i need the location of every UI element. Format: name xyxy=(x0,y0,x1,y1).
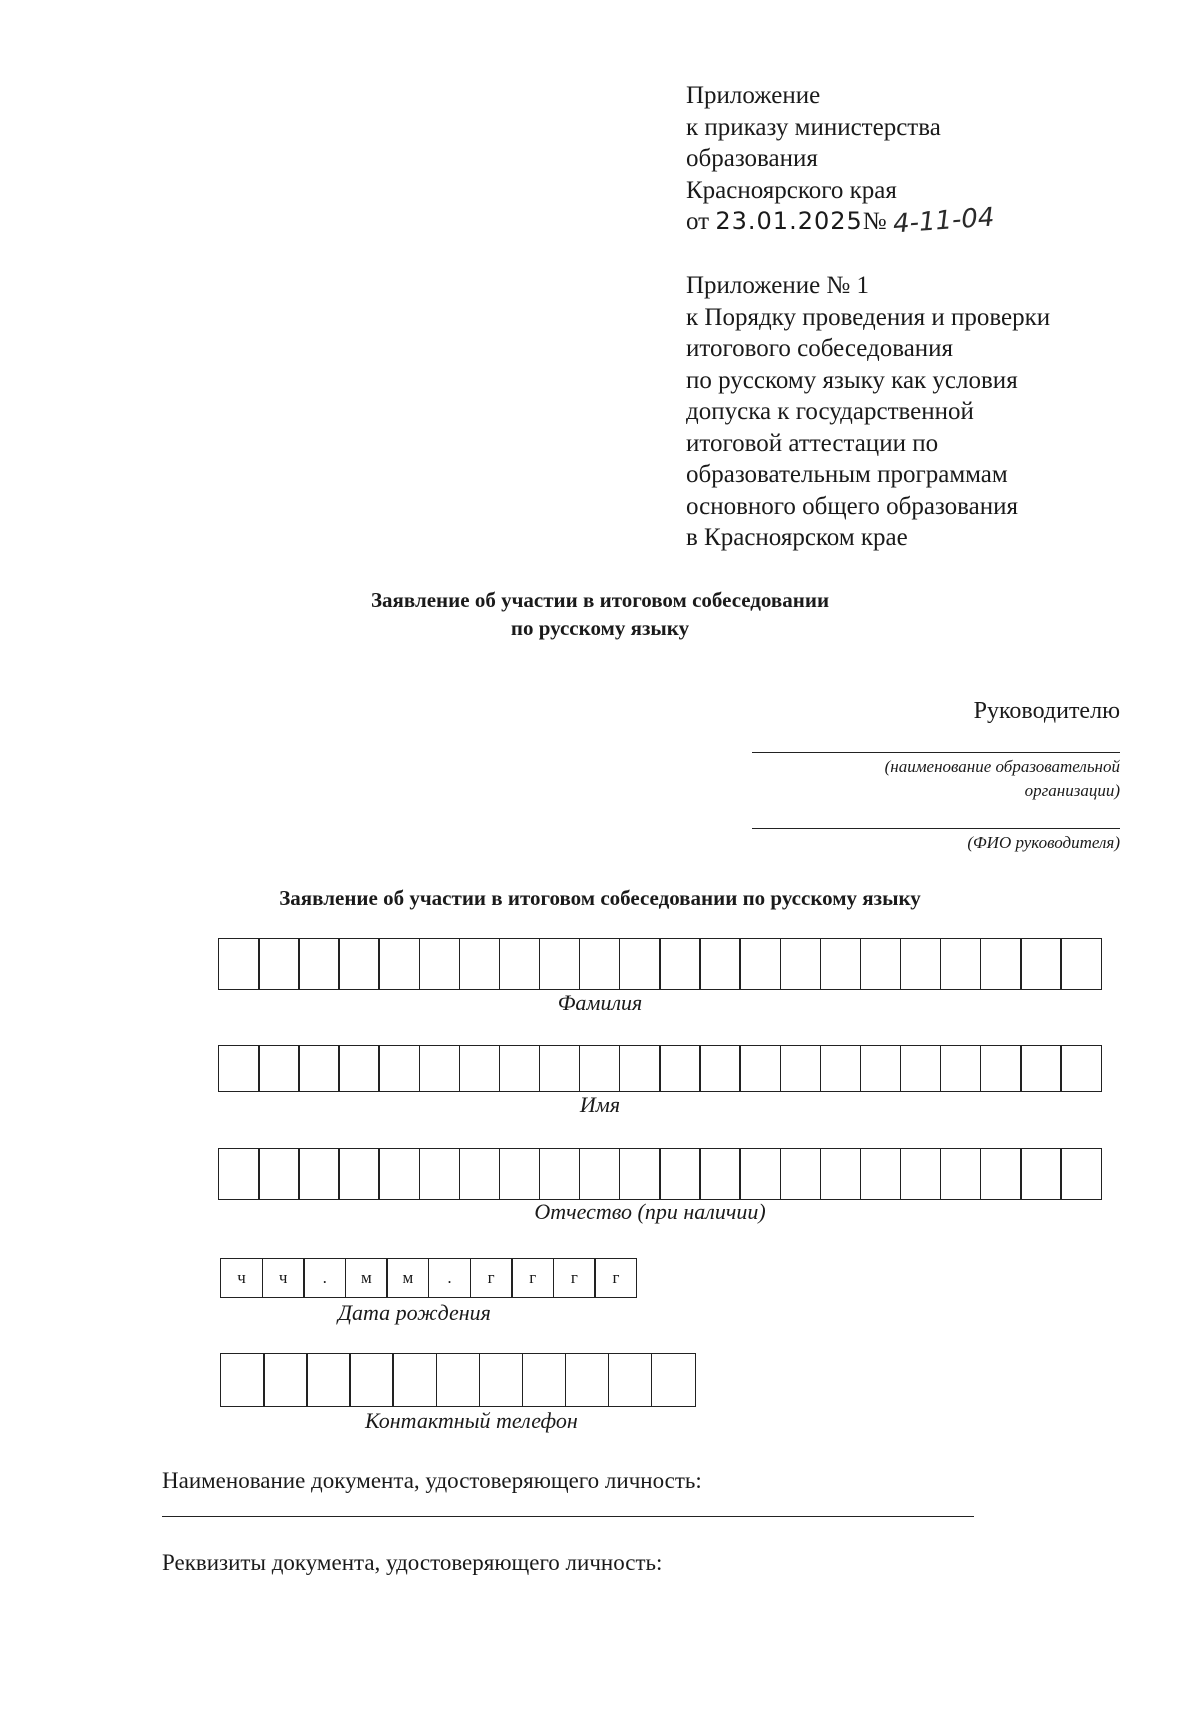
order-date: 23.01.2025 xyxy=(715,207,863,235)
name-cell[interactable] xyxy=(900,1045,942,1092)
phone-label: Контактный телефон xyxy=(365,1408,578,1433)
surname-label: Фамилия xyxy=(557,990,643,1015)
name-cell[interactable] xyxy=(419,1045,461,1092)
name-cell[interactable] xyxy=(579,1045,621,1092)
patronymic-cell[interactable] xyxy=(499,1148,541,1200)
name-cell[interactable] xyxy=(1060,1045,1102,1092)
surname-cell[interactable] xyxy=(459,938,501,990)
appendix-block xyxy=(686,270,1050,554)
phone-cell[interactable] xyxy=(565,1353,610,1407)
patronymic-cell[interactable] xyxy=(699,1148,741,1200)
patronymic-cell[interactable] xyxy=(860,1148,902,1200)
form-title: Заявление об участии в итоговом собеседовании по русскому языку xyxy=(279,886,921,910)
appendix-line: в Красноярском крае xyxy=(686,524,908,551)
org-hint-line1: (наименование образовательной xyxy=(884,757,1120,776)
patronymic-cell[interactable] xyxy=(258,1148,300,1200)
surname-cell[interactable] xyxy=(539,938,581,990)
surname-cell[interactable] xyxy=(659,938,701,990)
appendix-line: по русскому языку как условия xyxy=(686,366,1018,394)
surname-cell[interactable] xyxy=(499,938,541,990)
org-hint-line2: организации) xyxy=(1024,781,1120,800)
name-cell[interactable] xyxy=(258,1045,300,1092)
surname-cell[interactable] xyxy=(378,938,420,990)
birthdate-cell[interactable]: г xyxy=(594,1258,637,1298)
birthdate-cells[interactable] xyxy=(220,1258,637,1298)
name-cell[interactable] xyxy=(499,1045,541,1092)
patronymic-cell[interactable] xyxy=(1020,1148,1062,1200)
order-number: 4-11-04 xyxy=(891,202,996,240)
phone-cell[interactable] xyxy=(306,1353,351,1407)
surname-cell[interactable] xyxy=(739,938,781,990)
phone-cell[interactable] xyxy=(608,1353,653,1407)
name-cell[interactable] xyxy=(298,1045,340,1092)
surname-cell[interactable] xyxy=(419,938,461,990)
name-cell[interactable] xyxy=(780,1045,822,1092)
patronymic-cell[interactable] xyxy=(539,1148,581,1200)
name-cell[interactable] xyxy=(378,1045,420,1092)
patronymic-cell[interactable] xyxy=(298,1148,340,1200)
patronymic-cells[interactable] xyxy=(218,1148,1102,1200)
appendix-line: допуска к государственной xyxy=(686,398,974,425)
phone-cell[interactable] xyxy=(436,1353,481,1407)
phone-cell[interactable] xyxy=(392,1353,437,1407)
appendix-line: итоговой аттестации по xyxy=(686,429,939,457)
name-cell[interactable] xyxy=(619,1045,661,1092)
patronymic-cell[interactable] xyxy=(1060,1148,1102,1200)
surname-cell[interactable] xyxy=(579,938,621,990)
surname-cell[interactable] xyxy=(1060,938,1102,990)
name-cells[interactable] xyxy=(218,1045,1102,1092)
surname-cell[interactable] xyxy=(1020,938,1062,990)
surname-cell[interactable] xyxy=(218,938,260,990)
name-cell[interactable] xyxy=(338,1045,380,1092)
surname-cell[interactable] xyxy=(980,938,1022,990)
header-block xyxy=(686,80,994,238)
name-label: Имя xyxy=(579,1092,621,1117)
phone-cell[interactable] xyxy=(220,1353,265,1407)
name-cell[interactable] xyxy=(659,1045,701,1092)
name-cell[interactable] xyxy=(1020,1045,1062,1092)
surname-cell[interactable] xyxy=(298,938,340,990)
appendix-line: образовательным программам xyxy=(686,461,1008,488)
birthdate-cell[interactable]: ч xyxy=(220,1258,263,1298)
phone-cell[interactable] xyxy=(522,1353,567,1407)
phone-cell[interactable] xyxy=(479,1353,524,1407)
appendix-line: итогового собеседования xyxy=(686,335,954,362)
patronymic-label: Отчество (при наличии) xyxy=(534,1199,766,1224)
patronymic-cell[interactable] xyxy=(940,1148,982,1200)
patronymic-cell[interactable] xyxy=(980,1148,1022,1200)
org-hint xyxy=(885,755,1120,803)
birthdate-cell[interactable]: . xyxy=(303,1258,346,1298)
patronymic-cell[interactable] xyxy=(900,1148,942,1200)
header-line: Красноярского края xyxy=(686,176,897,204)
birthdate-cell[interactable]: . xyxy=(428,1258,471,1298)
surname-cell[interactable] xyxy=(780,938,822,990)
patronymic-cell[interactable] xyxy=(459,1148,501,1200)
patronymic-cell[interactable] xyxy=(820,1148,862,1200)
main-title-line1: Заявление об участии в итоговом собеседовании xyxy=(370,588,830,612)
patronymic-cell[interactable] xyxy=(378,1148,420,1200)
header-line: Приложение xyxy=(686,82,821,109)
surname-cell[interactable] xyxy=(699,938,741,990)
surname-cell[interactable] xyxy=(820,938,862,990)
phone-cells[interactable] xyxy=(220,1353,696,1407)
document-details-label: Реквизиты документа, удостоверяющего личность: xyxy=(162,1550,663,1575)
director-name-line[interactable] xyxy=(752,828,1120,829)
name-cell[interactable] xyxy=(699,1045,741,1092)
surname-cell[interactable] xyxy=(940,938,982,990)
name-cell[interactable] xyxy=(459,1045,501,1092)
birthdate-cell[interactable]: м xyxy=(345,1258,388,1298)
patronymic-cell[interactable] xyxy=(579,1148,621,1200)
patronymic-cell[interactable] xyxy=(659,1148,701,1200)
patronymic-cell[interactable] xyxy=(338,1148,380,1200)
document-name-line[interactable] xyxy=(162,1516,974,1517)
birthdate-label: Дата рождения xyxy=(338,1300,491,1325)
main-title-line2: по русскому языку xyxy=(510,616,690,640)
patronymic-cell[interactable] xyxy=(780,1148,822,1200)
phone-cell[interactable] xyxy=(263,1353,308,1407)
header-line: к приказу министерства xyxy=(686,113,941,141)
birthdate-cell[interactable]: м xyxy=(386,1258,429,1298)
surname-cell[interactable] xyxy=(338,938,380,990)
surname-cell[interactable] xyxy=(860,938,902,990)
name-cell[interactable] xyxy=(860,1045,902,1092)
header-line: образования xyxy=(686,145,818,172)
patronymic-cell[interactable] xyxy=(619,1148,661,1200)
name-cell[interactable] xyxy=(739,1045,781,1092)
patronymic-cell[interactable] xyxy=(419,1148,461,1200)
surname-cell[interactable] xyxy=(619,938,661,990)
number-sign: № xyxy=(862,208,887,235)
phone-cell[interactable] xyxy=(349,1353,394,1407)
order-date-line xyxy=(686,202,996,240)
surname-cells[interactable] xyxy=(218,938,1102,990)
org-name-line[interactable] xyxy=(752,752,1120,753)
patronymic-cell[interactable] xyxy=(218,1148,260,1200)
birthdate-cell[interactable]: ч xyxy=(262,1258,305,1298)
appendix-line: основного общего образования xyxy=(686,492,1018,520)
birthdate-cell[interactable]: г xyxy=(511,1258,554,1298)
name-cell[interactable] xyxy=(940,1045,982,1092)
main-title xyxy=(0,586,1200,642)
document-name-label: Наименование документа, удостоверяющего личность: xyxy=(162,1468,702,1493)
appendix-line: Приложение № 1 xyxy=(686,272,870,299)
director-hint: (ФИО руководителя) xyxy=(967,833,1120,852)
birthdate-cell[interactable]: г xyxy=(470,1258,513,1298)
appendix-line: к Порядку проведения и проверки xyxy=(686,303,1051,331)
birthdate-cell[interactable]: г xyxy=(553,1258,596,1298)
addressee-to: Руководителю xyxy=(973,698,1120,724)
name-cell[interactable] xyxy=(980,1045,1022,1092)
surname-cell[interactable] xyxy=(258,938,300,990)
surname-cell[interactable] xyxy=(900,938,942,990)
name-cell[interactable] xyxy=(539,1045,581,1092)
name-cell[interactable] xyxy=(218,1045,260,1092)
patronymic-cell[interactable] xyxy=(739,1148,781,1200)
phone-cell[interactable] xyxy=(651,1353,696,1407)
name-cell[interactable] xyxy=(820,1045,862,1092)
date-prefix: от xyxy=(686,208,710,235)
